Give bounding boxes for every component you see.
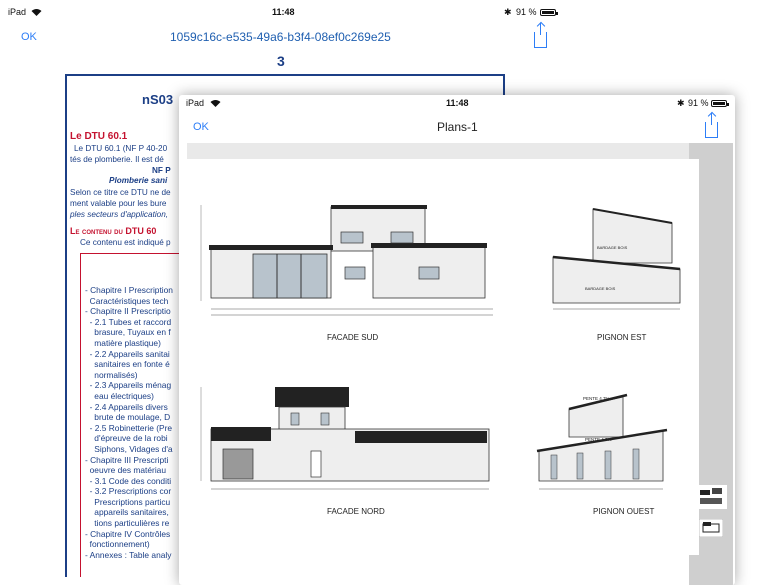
- doc-line: tés de plomberie. Il est dé: [70, 155, 164, 164]
- plans-window: [179, 95, 735, 585]
- doc-line: Selon ce titre ce DTU ne de: [70, 188, 171, 197]
- status-device: iPad: [8, 7, 27, 17]
- toc-item: Siphons, Vidages d'a: [85, 443, 173, 454]
- plan-thumbnail-icon[interactable]: [699, 519, 723, 537]
- toc-item: oeuvre des matériau: [85, 465, 167, 476]
- toc-item: appareils sanitaires,: [85, 507, 169, 518]
- toc-item: - 3.2 Prescriptions cor: [85, 486, 172, 497]
- label-bardage-bois: BARDAGE BOIS: [597, 245, 628, 250]
- toc-item: d'épreuve de la robi: [85, 433, 168, 444]
- toc-item: Caractéristiques tech: [85, 295, 169, 306]
- toc-item: eau électriques): [85, 390, 154, 401]
- battery-icon: [540, 9, 556, 16]
- label-pente: PENTE 4.7%: [583, 396, 610, 401]
- toc-item: tions particulières re: [85, 518, 170, 529]
- battery-icon: [711, 100, 727, 107]
- bluetooth-icon: ✱: [504, 7, 512, 17]
- doc-line: Plomberie sani: [109, 176, 168, 185]
- status-time: 11:48: [272, 7, 295, 17]
- toc-item: - Chapitre IV Contrôles: [85, 528, 171, 539]
- share-icon[interactable]: [705, 122, 718, 138]
- doc-line: Ce contenu est indiqué p: [80, 238, 171, 247]
- toc-item: normalisés): [85, 369, 138, 380]
- toc-item: Prescriptions particu: [85, 496, 171, 507]
- ok-button[interactable]: OK: [21, 31, 37, 43]
- toc-item: fonctionnement): [85, 539, 150, 550]
- label-bardage-bois: BARDAGE BOIS: [585, 286, 616, 291]
- toc-item: - 2.1 Tubes et raccord: [85, 316, 172, 327]
- document-title: 1059c16c-e535-49a6-b3f4-08ef0c269e25: [170, 30, 391, 44]
- pignon-ouest-drawing: [537, 395, 667, 489]
- toc-item: - Chapitre I Prescription: [85, 285, 173, 295]
- status-battery-text: 91 %: [516, 7, 537, 17]
- doc-line: Le DTU 60.1 (NF P 40-20: [74, 144, 168, 153]
- toc-item: - 2.2 Appareils sanitai: [85, 348, 170, 359]
- label-facade-sud: FACADE SUD: [327, 333, 379, 342]
- doc-line: ment valable pour les bure: [70, 199, 167, 208]
- doc-section2-title: Le contenu du DTU 60: [70, 226, 157, 236]
- ok-button[interactable]: OK: [193, 121, 209, 133]
- label-pente: PENTE 4.7%: [585, 437, 612, 442]
- toc-item: - Chapitre III Prescripti: [85, 454, 169, 465]
- plans-title: Plans-1: [437, 120, 478, 134]
- toc-item: - 3.1 Code des conditi: [85, 475, 172, 486]
- bluetooth-icon: ✱: [677, 98, 685, 108]
- doc-section1-title: Le DTU 60.1: [70, 131, 128, 142]
- pignon-est-drawing: [553, 209, 680, 309]
- doc-heading: nS03: [142, 92, 174, 107]
- toc-item: sanitaires en fonte é: [85, 359, 170, 370]
- toc-item: - 2.5 Robinetterie (Pre: [85, 422, 173, 433]
- wifi-icon: [31, 8, 42, 16]
- share-icon[interactable]: [534, 32, 547, 48]
- plan-drawings: [187, 159, 699, 555]
- toc-item: matière plastique): [85, 337, 161, 348]
- toc-item: brute de moulage, D: [85, 412, 171, 423]
- toc-item: brasure, Tuyaux en f: [85, 327, 171, 338]
- facade-sud-drawing: [201, 205, 493, 315]
- status-device: iPad: [186, 98, 205, 108]
- doc-line: NF P: [152, 166, 171, 175]
- toc-item: - Annexes : Table analy: [85, 549, 172, 560]
- label-facade-nord: FACADE NORD: [327, 507, 385, 516]
- label-pignon-est: PIGNON EST: [597, 333, 647, 342]
- toc-item: - 2.4 Appareils divers: [85, 401, 168, 412]
- page-number: 3: [277, 53, 285, 69]
- label-pignon-ouest: PIGNON OUEST: [593, 507, 655, 516]
- doc-line: ples secteurs d'application,: [70, 210, 169, 219]
- plan-sheet: [187, 159, 699, 555]
- status-time: 11:48: [446, 98, 469, 108]
- plan-thumbnail-icon[interactable]: [697, 485, 727, 509]
- facade-nord-drawing: [201, 387, 489, 489]
- wifi-icon: [210, 99, 221, 107]
- status-battery-text: 91 %: [688, 98, 709, 108]
- toc-item: - 2.3 Appareils ménag: [85, 380, 172, 391]
- toc-item: - Chapitre II Prescriptio: [85, 306, 171, 317]
- table-of-contents: [85, 285, 173, 560]
